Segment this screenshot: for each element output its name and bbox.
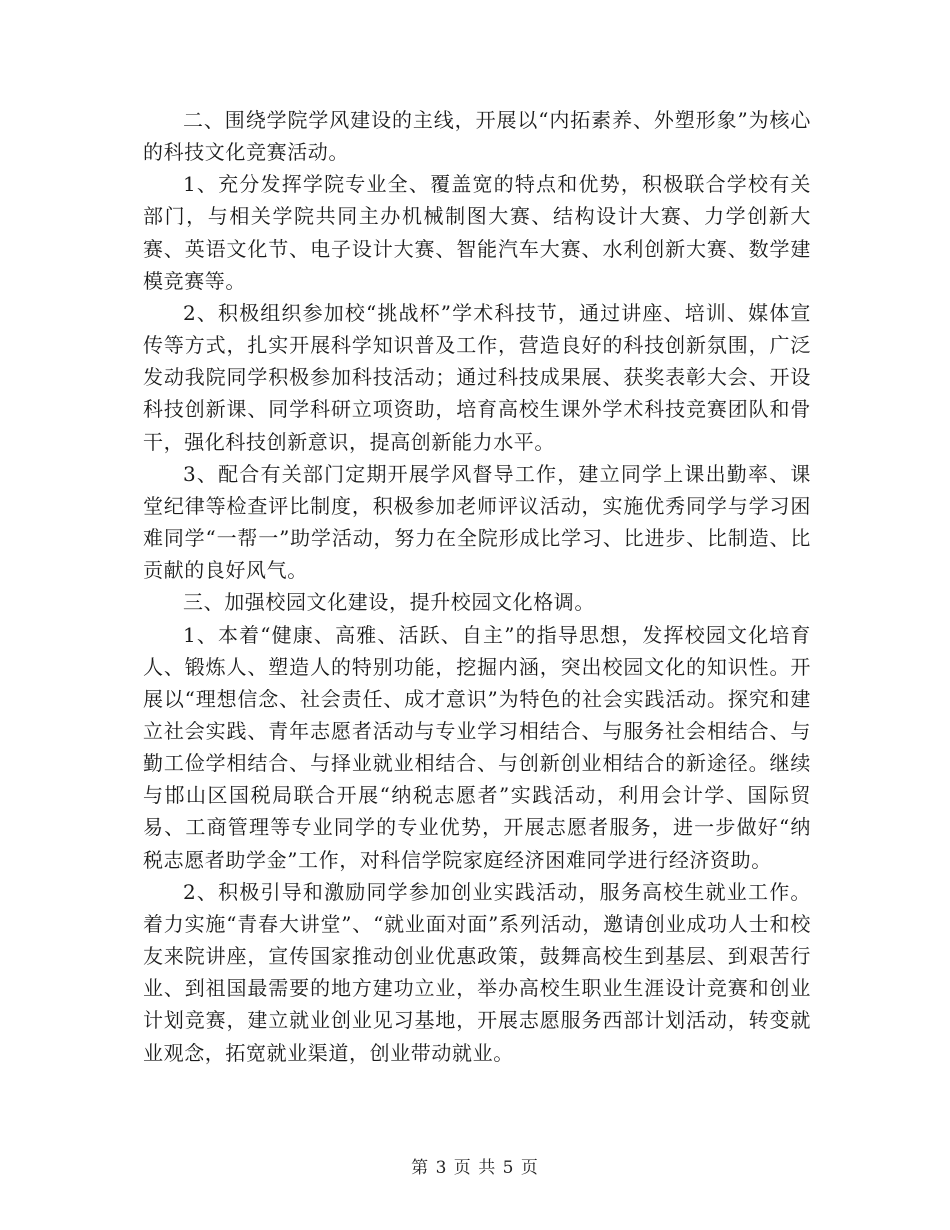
paragraph: 1、本着“健康、高雅、活跃、自主”的指导思想，发挥校园文化培育人、锻炼人、塑造人的特别功能，挖掘内涵，突出校园文化的知识性。开展以“理想信念、社会责任、成才意识”为特色的社会实践活动。探究和建立社会实践、青年志愿者活动与专业学习相结合、与服务社会相结合、与勤工俭学相结合、与择业就业相结合、与创新创业相结合的新途径。继续与邯山区国税局联合开展“纳税志愿者”实践活动，利用会计学、国际贸易、工商管理等专业同学的专业优势，开展志愿者服务，进一步做好“纳税志愿者助学金”工作，对科信学院家庭经济困难同学进行经济资助。 bbox=[143, 622, 811, 872]
paragraph: 1、充分发挥学院专业全、覆盖宽的特点和优势，积极联合学校有关部门，与相关学院共同主办机械制图大赛、结构设计大赛、力学创新大赛、英语文化节、电子设计大赛、智能汽车大赛、水利创新大赛、数学建模竞赛等。 bbox=[143, 172, 811, 293]
paragraph: 3、配合有关部门定期开展学风督导工作，建立同学上课出勤率、课堂纪律等检查评比制度，积极参加老师评议活动，实施优秀同学与学习困难同学“一帮一”助学活动，努力在全院形成比学习、比进步、比制造、比贡献的良好风气。 bbox=[143, 461, 811, 583]
document-body bbox=[143, 104, 811, 1069]
paragraph: 2、积极组织参加校“挑战杯”学术科技节，通过讲座、培训、媒体宣传等方式，扎实开展科学知识普及工作，营造良好的科技创新氛围，广泛发动我院同学积极参加科技活动；通过科技成果展、获奖表彰大会、开设科技创新课、同学科研立项资助，培育高校生课外学术科技竞赛团队和骨干，强化科技创新意识，提高创新能力水平。 bbox=[143, 300, 811, 454]
section-heading-two: 二、围绕学院学风建设的主线，开展以“内拓素养、外塑形象”为核心的科技文化竞赛活动。 bbox=[143, 108, 811, 165]
section-heading-three: 三、加强校园文化建设，提升校园文化格调。 bbox=[183, 590, 595, 615]
paragraph: 2、积极引导和激励同学参加创业实践活动，服务高校生就业工作。着力实施“青春大讲堂”、“就业面对面”系列活动，邀请创业成功人士和校友来院讲座，宣传国家推动创业优惠政策，鼓舞高校生到基层、到艰苦行业、到祖国最需要的地方建功立业，举办高校生职业生涯设计竞赛和创业计划竞赛，建立就业创业见习基地，开展志愿服务西部计划活动，转变就业观念，拓宽就业渠道，创业带动就业。 bbox=[143, 879, 811, 1065]
page-number-footer: 第 3 页 共 5 页 bbox=[411, 1158, 539, 1178]
